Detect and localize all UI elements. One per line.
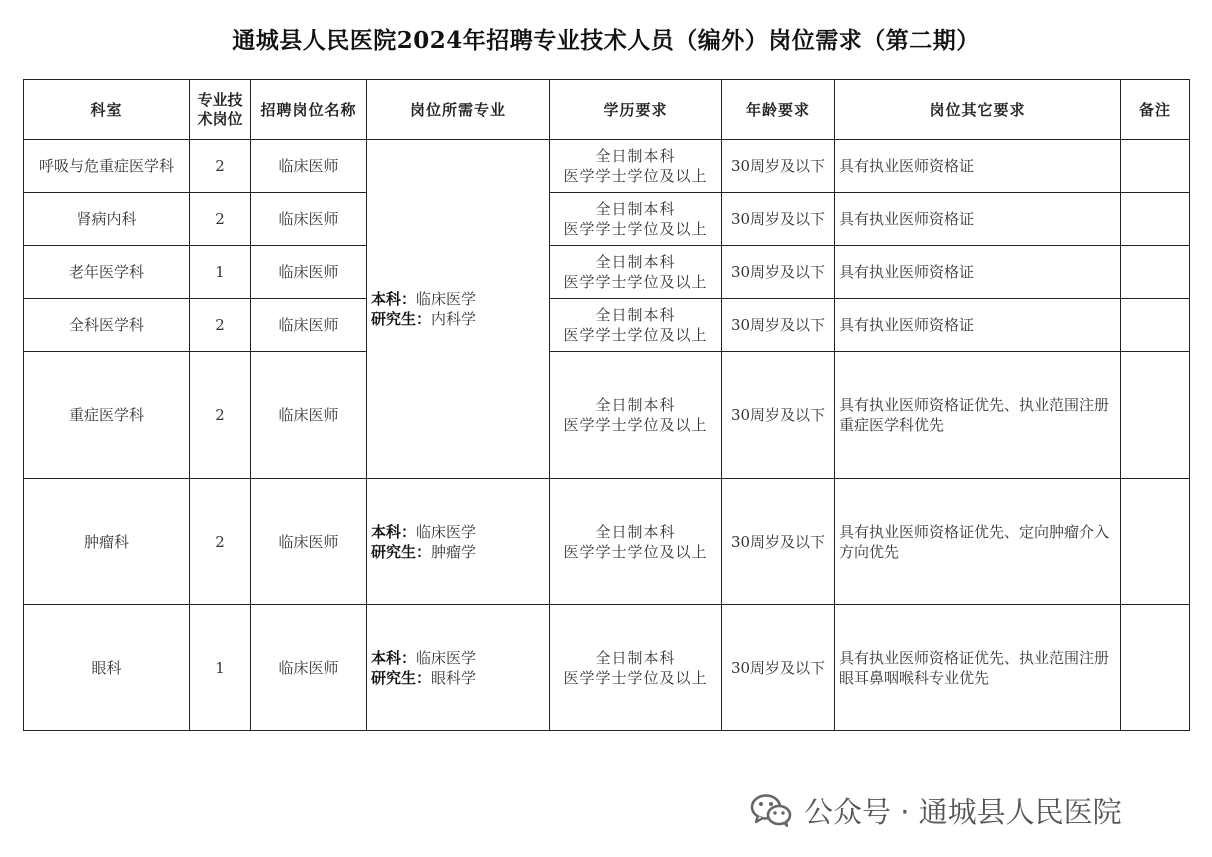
grad-major: 内科学 bbox=[431, 310, 477, 328]
table-row bbox=[24, 352, 1190, 479]
header-position: 招聘岗位名称 bbox=[251, 80, 367, 140]
age-cell: 30周岁及以下 bbox=[722, 605, 835, 731]
education-cell bbox=[550, 299, 722, 352]
dept-cell: 重症医学科 bbox=[24, 352, 190, 479]
age-cell: 30周岁及以下 bbox=[722, 140, 835, 193]
remark-cell bbox=[1121, 605, 1190, 731]
grad-label: 研究生： bbox=[371, 310, 432, 328]
wechat-icon bbox=[750, 793, 792, 827]
remark-cell bbox=[1121, 352, 1190, 479]
other-cell: 具有执业医师资格证优先、执业范围注册重症医学科优先 bbox=[835, 352, 1121, 479]
education-cell bbox=[550, 479, 722, 605]
wechat-watermark bbox=[750, 788, 1122, 832]
position-cell: 临床医师 bbox=[251, 299, 367, 352]
dept-cell: 全科医学科 bbox=[24, 299, 190, 352]
other-cell: 具有执业医师资格证优先、执业范围注册眼耳鼻咽喉科专业优先 bbox=[835, 605, 1121, 731]
education-line2: 医学学士学位及以上 bbox=[563, 167, 708, 185]
education-line1: 全日制本科 bbox=[595, 396, 676, 414]
age-cell: 30周岁及以下 bbox=[722, 193, 835, 246]
remark-cell bbox=[1121, 193, 1190, 246]
header-count-line2: 术岗位 bbox=[197, 109, 243, 128]
grad-major: 眼科学 bbox=[431, 668, 477, 687]
position-cell: 临床医师 bbox=[251, 352, 367, 479]
other-cell: 具有执业医师资格证 bbox=[835, 299, 1121, 352]
dept-cell: 眼科 bbox=[24, 605, 190, 731]
dept-cell: 老年医学科 bbox=[24, 246, 190, 299]
major-cell bbox=[367, 479, 550, 605]
position-cell: 临床医师 bbox=[251, 605, 367, 731]
table-header-row bbox=[24, 80, 1190, 140]
education-line1: 全日制本科 bbox=[595, 147, 676, 165]
header-major: 岗位所需专业 bbox=[367, 80, 550, 140]
count-cell: 2 bbox=[190, 193, 251, 246]
header-remark: 备注 bbox=[1121, 80, 1190, 140]
other-cell: 具有执业医师资格证 bbox=[835, 140, 1121, 193]
header-count-line1: 专业技 bbox=[197, 90, 243, 109]
age-cell: 30周岁及以下 bbox=[722, 479, 835, 605]
undergrad-label: 本科： bbox=[371, 290, 417, 308]
other-cell: 具有执业医师资格证 bbox=[835, 193, 1121, 246]
table-row bbox=[24, 246, 1190, 299]
remark-cell bbox=[1121, 479, 1190, 605]
count-cell: 1 bbox=[190, 246, 251, 299]
count-cell: 2 bbox=[190, 479, 251, 605]
major-cell bbox=[367, 140, 550, 479]
education-line2: 医学学士学位及以上 bbox=[563, 542, 708, 561]
education-line2: 医学学士学位及以上 bbox=[563, 273, 708, 291]
position-cell: 临床医师 bbox=[251, 479, 367, 605]
education-line2: 医学学士学位及以上 bbox=[563, 668, 708, 687]
education-cell bbox=[550, 605, 722, 731]
age-cell: 30周岁及以下 bbox=[722, 299, 835, 352]
age-cell: 30周岁及以下 bbox=[722, 352, 835, 479]
remark-cell bbox=[1121, 140, 1190, 193]
undergrad-major: 临床医学 bbox=[416, 522, 477, 541]
education-cell bbox=[550, 352, 722, 479]
education-line1: 全日制本科 bbox=[595, 200, 676, 218]
undergrad-major: 临床医学 bbox=[416, 648, 477, 667]
education-cell bbox=[550, 246, 722, 299]
table-row bbox=[24, 479, 1190, 605]
dept-cell: 肿瘤科 bbox=[24, 479, 190, 605]
positions-table bbox=[23, 79, 1190, 731]
table-row bbox=[24, 605, 1190, 731]
header-other: 岗位其它要求 bbox=[835, 80, 1121, 140]
table-row bbox=[24, 140, 1190, 193]
education-line2: 医学学士学位及以上 bbox=[563, 220, 708, 238]
count-cell: 2 bbox=[190, 140, 251, 193]
header-education: 学历要求 bbox=[550, 80, 722, 140]
page-title: 通城县人民医院2024年招聘专业技术人员（编外）岗位需求（第二期） bbox=[232, 27, 980, 54]
count-cell: 2 bbox=[190, 299, 251, 352]
age-cell: 30周岁及以下 bbox=[722, 246, 835, 299]
grad-label: 研究生： bbox=[371, 542, 432, 561]
undergrad-label: 本科： bbox=[371, 648, 417, 667]
grad-label: 研究生： bbox=[371, 668, 432, 687]
header-age: 年龄要求 bbox=[722, 80, 835, 140]
position-cell: 临床医师 bbox=[251, 140, 367, 193]
dept-cell: 呼吸与危重症医学科 bbox=[24, 140, 190, 193]
education-cell bbox=[550, 140, 722, 193]
education-line1: 全日制本科 bbox=[595, 648, 676, 667]
education-line2: 医学学士学位及以上 bbox=[563, 326, 708, 344]
major-cell bbox=[367, 605, 550, 731]
table-row bbox=[24, 299, 1190, 352]
education-cell bbox=[550, 193, 722, 246]
undergrad-label: 本科： bbox=[371, 522, 417, 541]
education-line1: 全日制本科 bbox=[595, 522, 676, 541]
remark-cell bbox=[1121, 299, 1190, 352]
remark-cell bbox=[1121, 246, 1190, 299]
undergrad-major: 临床医学 bbox=[416, 290, 477, 308]
education-line2: 医学学士学位及以上 bbox=[563, 416, 708, 434]
position-cell: 临床医师 bbox=[251, 193, 367, 246]
table-row bbox=[24, 193, 1190, 246]
header-count bbox=[190, 80, 251, 140]
position-cell: 临床医师 bbox=[251, 246, 367, 299]
grad-major: 肿瘤学 bbox=[431, 542, 477, 561]
watermark-text: 公众号 · 通城县人民医院 bbox=[804, 794, 1122, 829]
education-line1: 全日制本科 bbox=[595, 253, 676, 271]
count-cell: 1 bbox=[190, 605, 251, 731]
education-line1: 全日制本科 bbox=[595, 306, 676, 324]
other-cell: 具有执业医师资格证优先、定向肿瘤介入方向优先 bbox=[835, 479, 1121, 605]
other-cell: 具有执业医师资格证 bbox=[835, 246, 1121, 299]
dept-cell: 肾病内科 bbox=[24, 193, 190, 246]
count-cell: 2 bbox=[190, 352, 251, 479]
header-dept: 科室 bbox=[24, 80, 190, 140]
